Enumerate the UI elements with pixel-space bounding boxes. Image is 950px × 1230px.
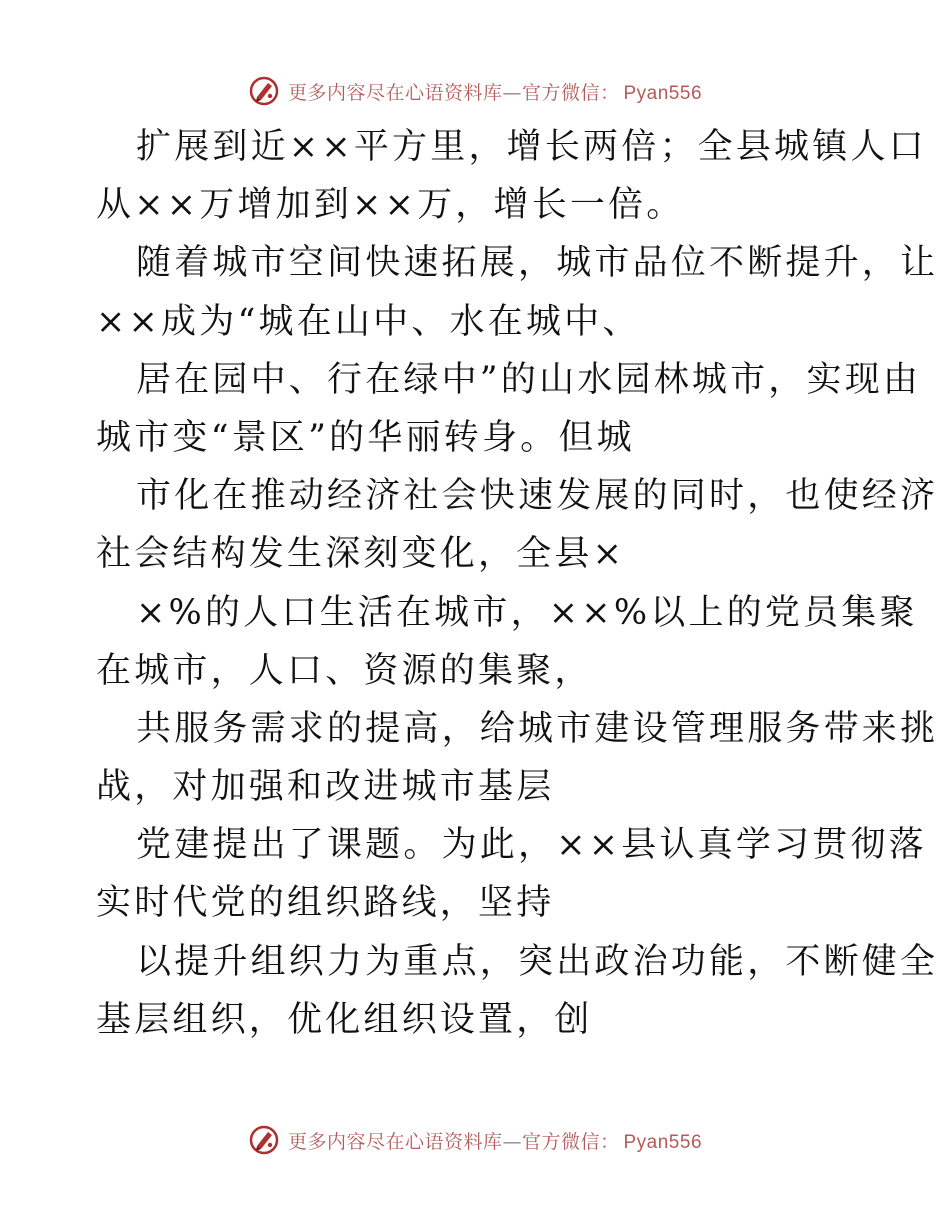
- footer-watermark: [0, 1120, 950, 1160]
- body-line: ××成为“城在山中、水在城中、: [96, 301, 641, 342]
- watermark-dash: —: [502, 81, 522, 104]
- brand-logo-icon: [248, 1124, 280, 1156]
- body-line: 居在园中、行在绿中”的山水园林城市，实现由: [136, 359, 922, 400]
- brand-logo-icon: [248, 75, 280, 107]
- body-line: 党建提出了课题。为此，××县认真学习贯彻落: [136, 825, 927, 866]
- watermark-contact: 官方微信：: [521, 1130, 620, 1153]
- body-line: 实时代党的组织路线，坚持: [96, 883, 555, 924]
- body-line: 市化在推动经济社会快速发展的同时，也使经济: [136, 476, 939, 517]
- body-line: 基层组织，优化组织设置，创: [96, 999, 593, 1040]
- watermark-dash: —: [502, 1130, 522, 1153]
- body-line: 扩展到近××平方里，增长两倍；全县城镇人口: [136, 127, 927, 167]
- body-line: 战，对加强和改进城市基层: [96, 767, 555, 808]
- body-line: 城市变“景区”的华丽转身。但城: [96, 417, 635, 458]
- body-line: 随着城市空间快速拓展，城市品位不断提升，让: [136, 243, 939, 284]
- body-line: 从××万增加到××万，增长一倍。: [96, 185, 685, 226]
- watermark-text: 更多内容尽在心语资料库: [287, 81, 503, 104]
- watermark-id: Pyan556: [623, 82, 703, 104]
- watermark-contact: 官方微信：: [521, 81, 620, 104]
- body-line: 在城市，人口、资源的集聚，: [96, 650, 593, 691]
- body-line: 社会结构发生深刻变化，全县×: [96, 534, 626, 575]
- body-line: 以提升组织力为重点，突出政治功能，不断健全: [136, 941, 939, 982]
- body-line: ×%的人口生活在城市，××%以上的党员集聚: [136, 592, 918, 633]
- header-watermark: [0, 71, 950, 111]
- watermark-id: Pyan556: [623, 1131, 703, 1153]
- watermark-text: 更多内容尽在心语资料库: [287, 1130, 503, 1153]
- body-line: 共服务需求的提高，给城市建设管理服务带来挑: [136, 708, 939, 749]
- document-body: [96, 118, 939, 1049]
